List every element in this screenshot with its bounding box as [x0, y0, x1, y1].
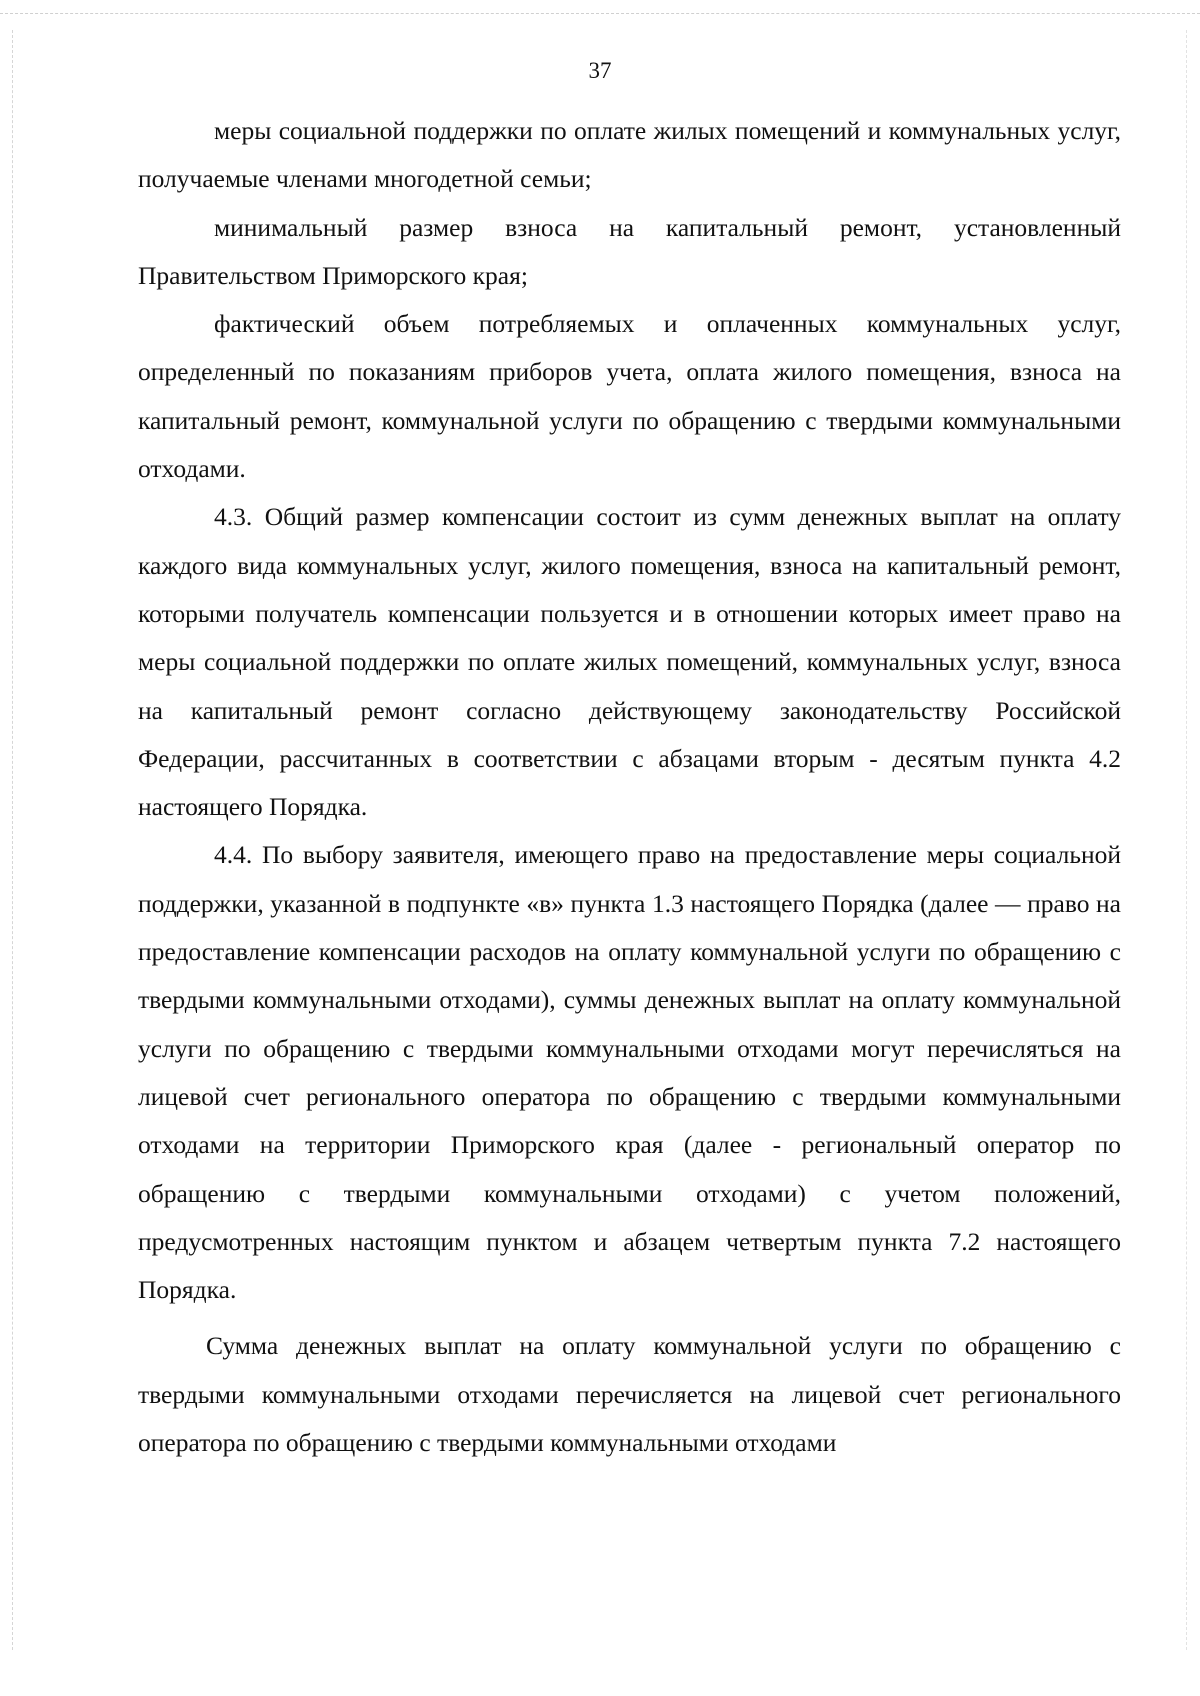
paragraph-minimum-contribution: минимальный размер взноса на капитальный ремонт, установленный Правительством Приморского края;: [138, 212, 1121, 290]
scan-edge-right: [1186, 30, 1187, 1650]
paragraph-4-3: 4.3. Общий размер компенсации состоит из сумм денежных выплат на оплату каждого вида коммунальных услуг, жилого помещения, взноса на капитальный ремонт, которыми получатель компенсации пользуется и в отношении которых имеет право на меры социальной поддержки по оплате жилых помещений, коммунальных услуг, взноса на капитальный ремонт согласно действующему законодательству Российской Федерации, рассчитанных в соответствии с абзацами вторым - десятым пункта 4.2 настоящего Порядка.: [138, 502, 1121, 822]
scan-edge-left: [12, 30, 13, 1650]
paragraph-actual-volume: фактический объем потребляемых и оплаченных коммунальных услуг, определенный по показаниям приборов учета, оплата жилого помещения, взноса на капитальный ремонт, коммунальной услуги по обращению с твердыми коммунальными отходами.: [138, 309, 1121, 484]
page-number: 37: [588, 58, 612, 83]
paragraph-4-4: 4.4. По выбору заявителя, имеющего право на предоставление меры социальной поддержки, указанной в подпункте «в» пункта 1.3 настоящего Порядка (далее — право на предоставление компенсации расходов на оплату коммунальной услуги по обращению с твердыми коммунальными отходами), суммы денежных выплат на оплату коммунальной услуги по обращению с твердыми коммунальными отходами могут перечисляться на лицевой счет регионального оператора по обращению с твердыми коммунальными отходами на территории Приморского края (далее - региональный оператор по обращению с твердыми коммунальными отходами) с учетом положений, предусмотренных настоящим пунктом и абзацем четвертым пункта 7.2 настоящего Порядка.: [138, 840, 1121, 1305]
paragraph-payment-transfer: Сумма денежных выплат на оплату коммунальной услуги по обращению с твердыми коммунальными отходами перечисляется на лицевой счет регионального оператора по обращению с твердыми коммунальными отходами: [138, 1331, 1121, 1458]
document-body: [138, 107, 1121, 1467]
paragraph-support-measures: меры социальной поддержки по оплате жилых помещений и коммунальных услуг, получаемые членами многодетной семьи;: [138, 116, 1121, 194]
scan-edge-top: [0, 13, 1200, 14]
